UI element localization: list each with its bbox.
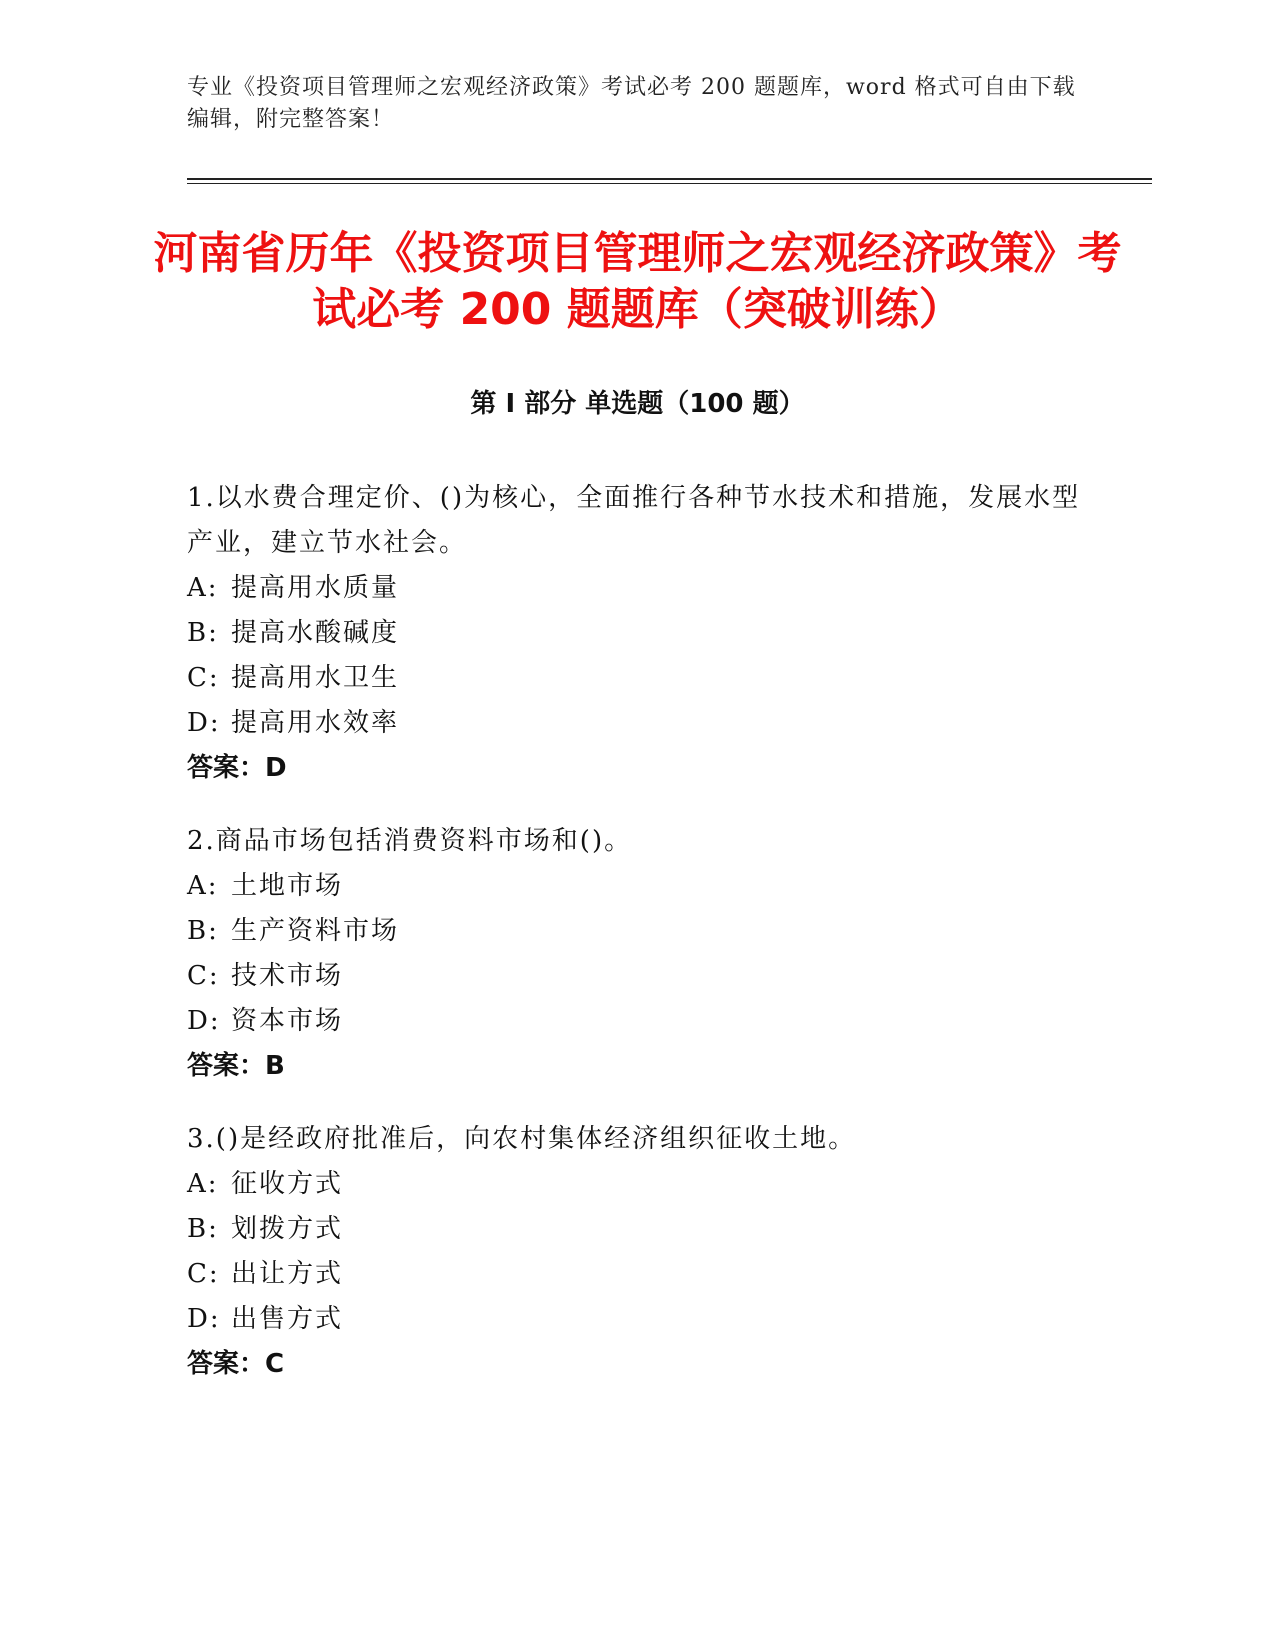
question-stem: 3.()是经政府批准后，向农村集体经济组织征收土地。 [187, 1124, 857, 1154]
option-c [187, 1252, 1087, 1297]
header-rule-thin [187, 183, 1152, 184]
option-d [187, 701, 1087, 746]
option-key: D: [187, 708, 221, 738]
option-text: 出售方式 [231, 1304, 344, 1334]
option-a [187, 1162, 1087, 1207]
header-note: 专业《投资项目管理师之宏观经济政策》考试必考 200 题题库，word 格式可自由下载编辑，附完整答案！ [187, 75, 1076, 132]
option-text: 技术市场 [231, 961, 344, 991]
question-item [187, 1117, 1087, 1387]
option-text: 土地市场 [231, 871, 344, 901]
option-text: 征收方式 [231, 1169, 344, 1199]
option-b [187, 1207, 1087, 1252]
question-stem: 2.商品市场包括消费资料市场和()。 [187, 826, 633, 856]
question-list [187, 476, 1087, 1415]
document-title: 河南省历年《投资项目管理师之宏观经济政策》考试必考 200 题题库（突破训练） [153, 228, 1122, 335]
option-d [187, 999, 1087, 1044]
option-key: C: [187, 1259, 220, 1289]
question-item [187, 476, 1087, 791]
option-key: B: [187, 1214, 219, 1244]
option-text: 资本市场 [231, 1006, 344, 1036]
option-b [187, 909, 1087, 954]
option-key: A: [187, 1169, 219, 1199]
option-c [187, 656, 1087, 701]
option-c [187, 954, 1087, 999]
answer-line: 答案：B [187, 1051, 285, 1081]
option-key: A: [187, 573, 219, 603]
option-a [187, 864, 1087, 909]
answer-line: 答案：C [187, 1349, 285, 1379]
option-text: 提高水酸碱度 [231, 618, 400, 648]
option-a [187, 566, 1087, 611]
option-key: A: [187, 871, 219, 901]
option-d [187, 1297, 1087, 1342]
option-key: D: [187, 1006, 221, 1036]
option-text: 生产资料市场 [231, 916, 400, 946]
question-item [187, 819, 1087, 1089]
option-key: B: [187, 618, 219, 648]
option-text: 提高用水卫生 [231, 663, 400, 693]
option-text: 出让方式 [231, 1259, 344, 1289]
answer-line: 答案：D [187, 753, 287, 783]
section-heading: 第 I 部分 单选题（100 题） [470, 389, 805, 419]
option-text: 划拨方式 [231, 1214, 344, 1244]
option-text: 提高用水效率 [231, 708, 400, 738]
question-stem: 1.以水费合理定价、()为核心，全面推行各种节水技术和措施，发展水型产业，建立节水社会。 [187, 483, 1081, 558]
option-key: B: [187, 916, 219, 946]
option-key: C: [187, 961, 220, 991]
option-key: D: [187, 1304, 221, 1334]
header-rule-thick [187, 178, 1152, 180]
option-text: 提高用水质量 [231, 573, 400, 603]
option-b [187, 611, 1087, 656]
option-key: C: [187, 663, 220, 693]
